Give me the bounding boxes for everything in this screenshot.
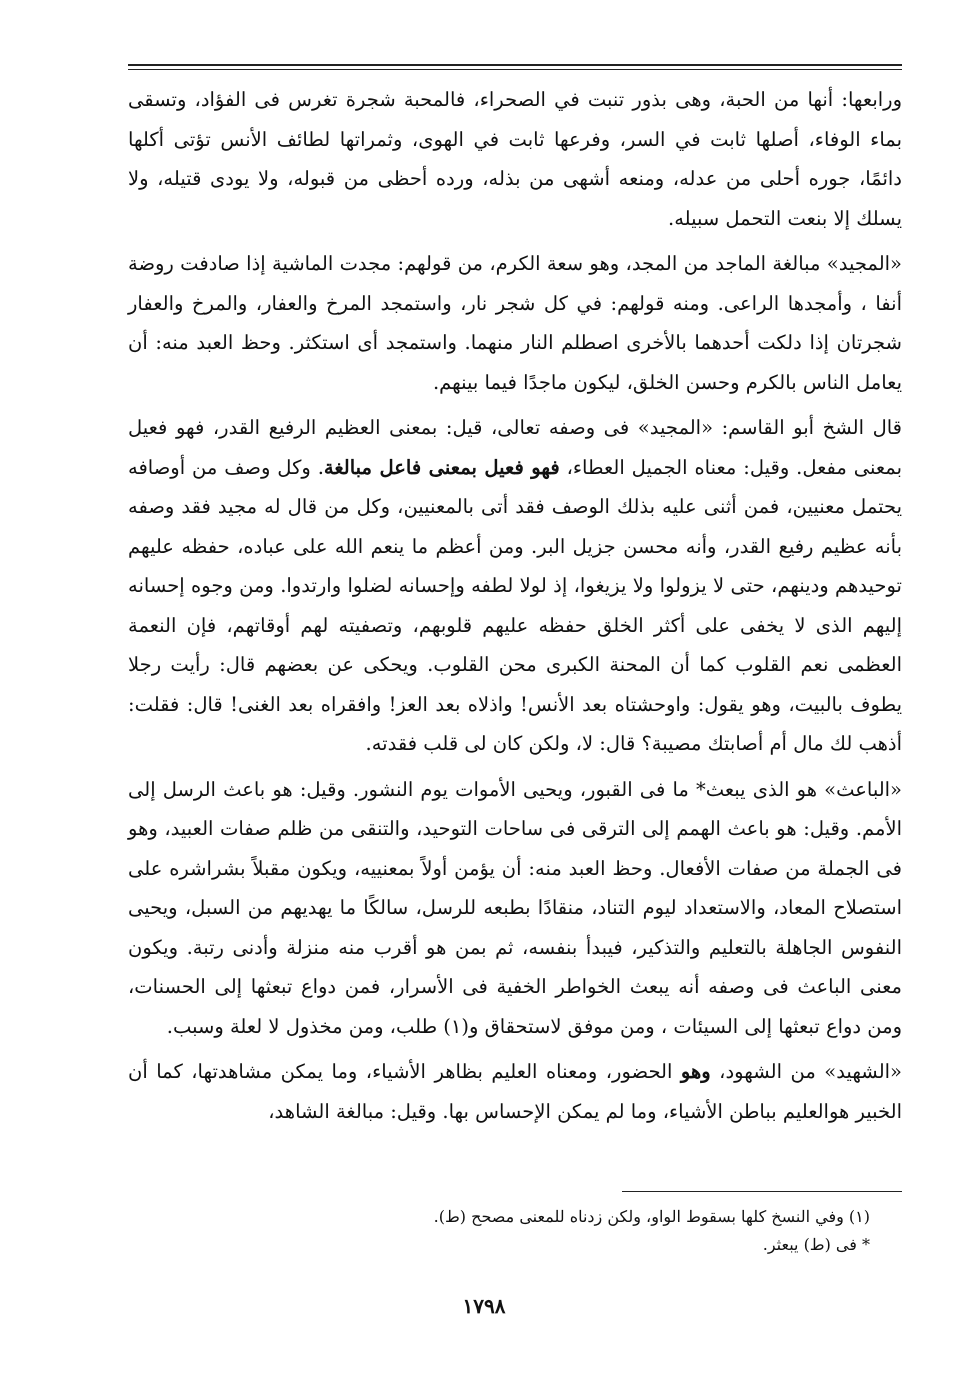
paragraph-text-segment: . وكل وصف من أوصافه يحتمل معنيين، فمن أثنى عليه بذلك الوصف فقد أتى بالمعنيين، وكل من قال له مجيد فقد وصفه بأنه عظيم رفيع القدر، وأنه محسن جزيل البر. ومن أعظم ما ينعم الله على عباده، حفظه عليهم توحيدهم ودينهم، حتى لا يزولوا ولا يزيغوا، إذ لولا لطفه وإحسانه لضلوا وارتدوا. ومن وجوه إحسانه إليهم الذى لا يخفى على أكثر الخلق حفظه عليهم قلوبهم، وتصفيته لهم أوقاتهم، فإن النعمة العظمى نعم القلوب كما أن المحنة الكبرى محن القلوب. ويحكى عن بعضهم قال: رأيت رجلا يطوف بالبيت، وهو يقول: واوحشتاه بعد الأنس! واذلاه بعد العز! وافقراه بعد الغنى! قال: فقلت: أذهب لك مال أم أصابتك مصيبة؟ قال: لا، ولكن كان لى قلب فقدته. [128,455,902,755]
paragraph-rabiuha: ورابعها: أنها من الحبة، وهى بذور تنبت في الصحراء، فالمحبة شجرة تغرس فى الفؤاد، وتسقى بماء الوفاء، أصلها ثابت في السر، وفرعها ثابت في الهوى، وثمراتها لطائف الأنس تؤتى أكلها دائمًا، جوره أحلى من عدله، ومنعه أشهى من بذله، ورده أحظى من قبوله، ولا يودى قتيله، ولا يسلك إلا بنعت التحمل سبيله. [128,88,902,230]
paragraph-text-segment: قال الشخ أبو القاسم: «المجيد» فى وصفه تعالى، قيل: بمعنى العظيم الرفيع القدر، فهو فعيل بمعنى مفعل. وقيل: معناه الجميل العطاء، [128,416,902,479]
footnotes [128,1203,870,1259]
paragraph-text-segment: «الشهيد» من الشهود، [710,1060,902,1083]
paragraph-abu-al-qasim [128,408,902,764]
page-body [128,80,902,1137]
paragraph-al-shahid [128,1052,902,1131]
paragraph-al-baith: «الباعث» هو الذى يبعث* ما فى القبور، ويحيى الأموات يوم النشور. وقيل: هو باعث الرسل إلى الأمم. وقيل: هو باعث الهمم إلى الترقى فى ساحات التوحيد، والتنقى من ظلم صفات العبيد، وهو فى الجملة من صفات الأفعال. وحظ العبد منه: أن يؤمن أولاً بمعنييه، ويكون مقبلاً بشراشره على استصلاح المعاد، والاستعداد ليوم التناد، منقادًا بطبعه للرسل، سالكًا ما يهديهم من السبل، ويحيى النفوس الجاهلة بالتعليم والتذكير، فيبدأ بنفسه، ثم بمن هو أقرب منه منزلة وأدنى رتبة. ويكون معنى الباعث فى وصفه أنه يبعث الخواطر الخفية فى الأسرار، فمن دواع تبعثها إلى الحسنات، ومن دواع تبعثها إلى السيئات ، ومن موفق لاستحقاق و(١) طلب، ومن مخذول لا لعلة وسبب. [128,777,902,1038]
bold-phrase: فهو فعيل بمعنى فاعل مبالغة [323,455,560,479]
top-rule [128,64,902,66]
paragraph-al-majid: «المجيد» مبالغة الماجد من المجد، وهو سعة الكرم، من قولهم: مجدت الماشية إذا صادفت روضة أنفا ، وأمجدها الراعى. ومنه قولهم: في كل شجر نار، واستمجد المرخ والعفار، والمرخ والعفار شجرتان إذا دلكت أحدهما بالأخرى اصطلم النار منهما. واستمجد أى استكثر. وحظ العبد منه: أن يعامل الناس بالكرم وحسن الخلق، ليكون ماجدًا فيما بينهم. [128,252,902,394]
top-rule-thin [128,69,902,70]
footnote-rule [622,1191,902,1192]
footnote-star: * فى (ط) يبعثر. [762,1235,870,1254]
page-number: ١٧٩٨ [462,1294,506,1318]
footnote-1: (١) وفي النسخ كلها بسقوط الواو، ولكن زدناه للمعنى مصحح (ط). [433,1207,870,1226]
bold-word: وهو [680,1060,711,1083]
paragraph-text-segment: الحضور، ومعناه العليم بظاهر الأشياء، وما يمكن مشاهدتها، كما أن الخبير هوالعليم بباطن الأشياء، وما لم يمكن الإحساس بها. وقيل: مبالغة الشاهد، [128,1060,902,1123]
